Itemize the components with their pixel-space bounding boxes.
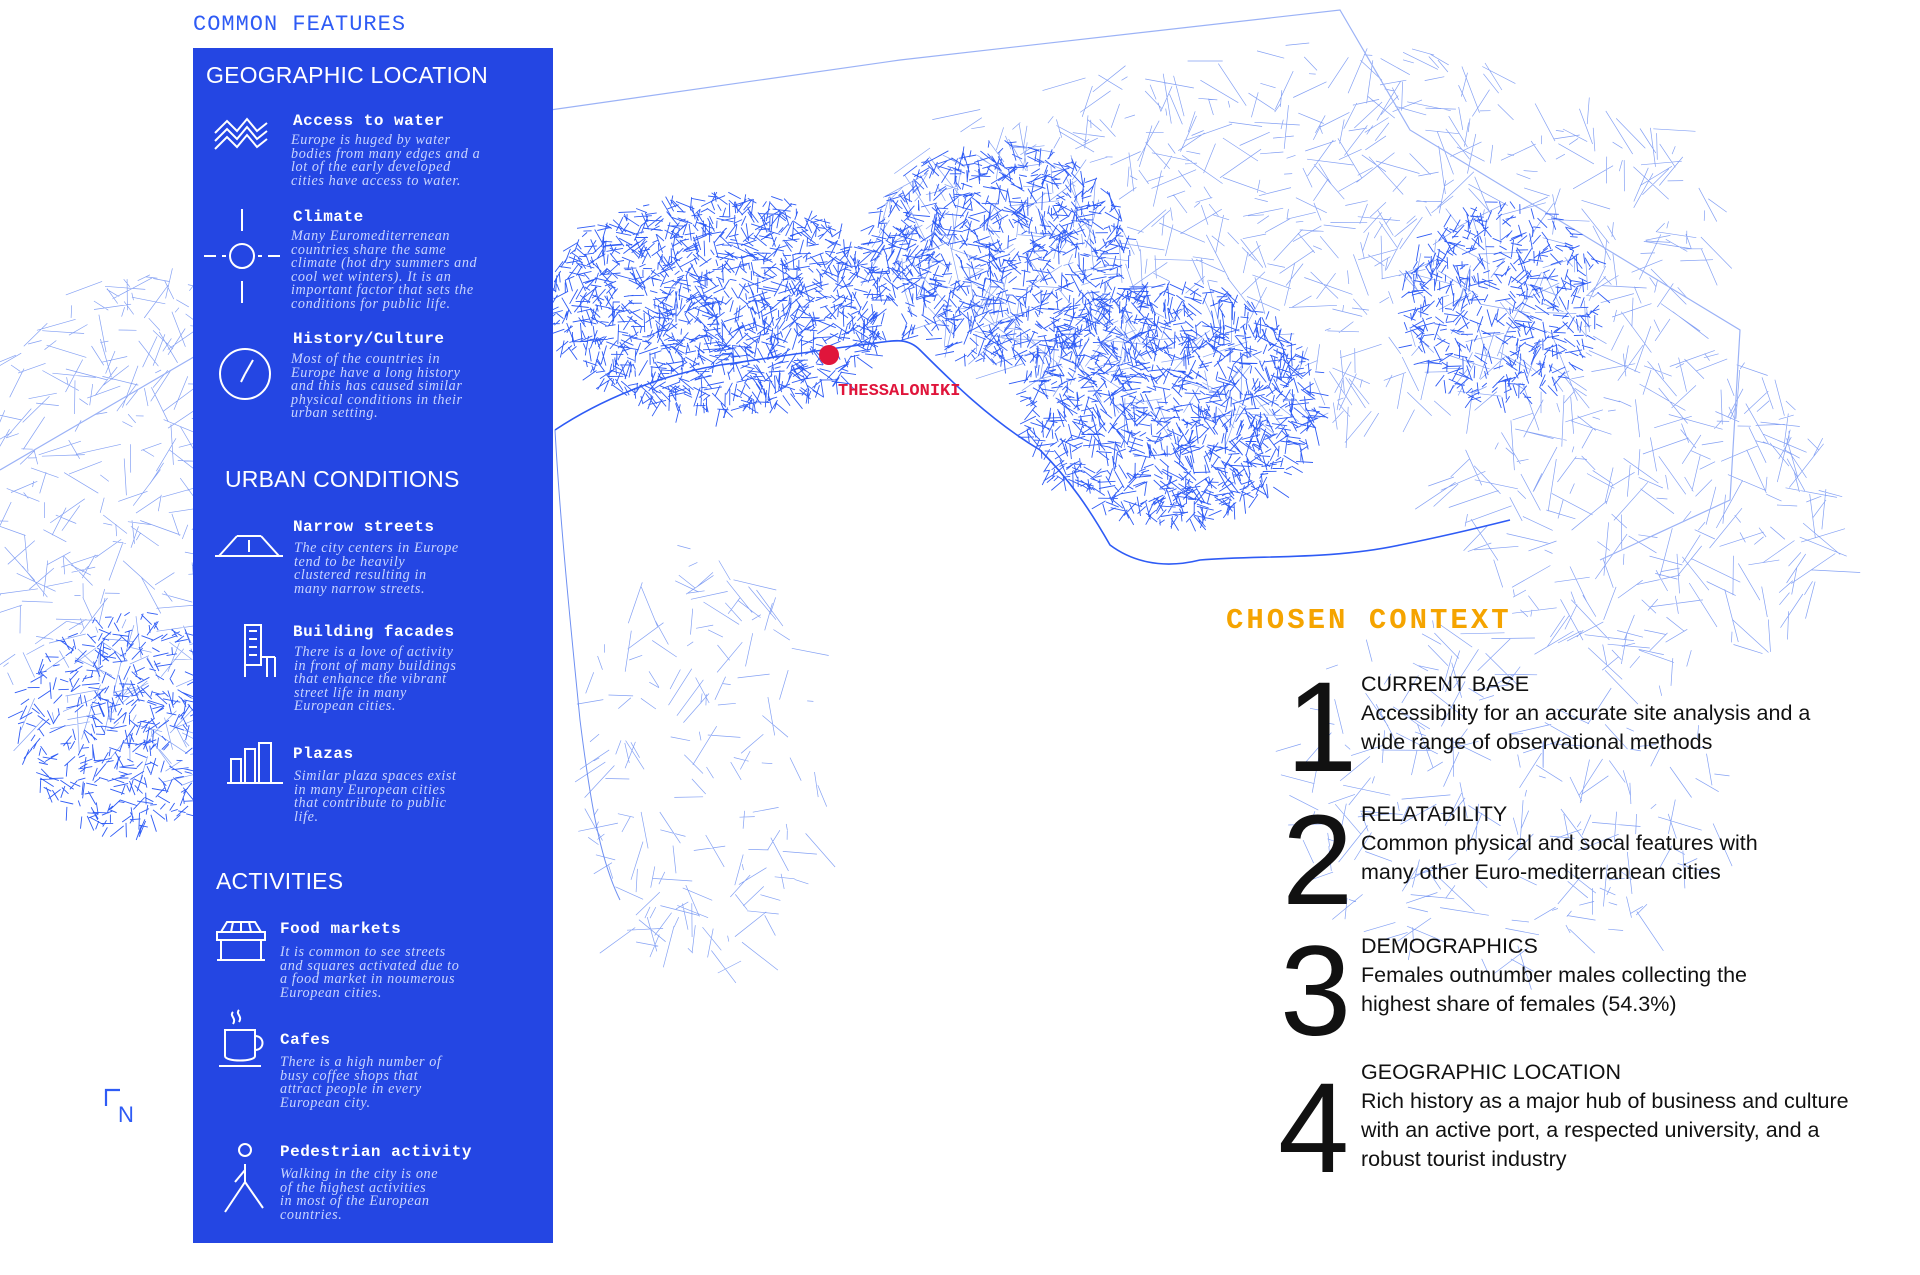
feature-title: Plazas [293, 745, 354, 763]
context-description: Females outnumber males collecting the highest share of females (54.3%) [1361, 963, 1747, 1016]
feature-description: Most of the countries in Europe have a long history and this has caused similar physical conditions in their urban setting. [291, 351, 463, 421]
feature-description: There is a high number of busy coffee shops that attract people in every European city. [280, 1054, 442, 1111]
pedestrian-icon [221, 1142, 267, 1218]
feature-description: Many Euromediterrenean countries share the same climate (hot dry summers and cool wet winters). It is an important factor that sets the conditions for public life. [291, 228, 478, 312]
city-label: THESSALONIKI [838, 382, 961, 401]
feature-title: Food markets [280, 920, 402, 938]
city-location-pin[interactable] [819, 345, 839, 365]
feature-title: History/Culture [293, 330, 445, 348]
context-heading: GEOGRAPHIC LOCATION [1361, 1060, 1622, 1084]
feature-description: The city centers in Europe tend to be heavily clustered resulting in many narrow streets. [294, 540, 459, 597]
sun-climate-icon [202, 205, 282, 307]
feature-title: Cafes [280, 1031, 331, 1049]
feature-description: Walking in the city is one of the highest activities in most of the European countries. [280, 1166, 439, 1223]
clock-history-icon [217, 346, 273, 402]
feature-description: There is a love of activity in front of many buildings that enhance the vibrant street life in many European cities. [294, 644, 457, 714]
feature-title: Access to water [293, 112, 445, 130]
narrow-street-icon [215, 532, 283, 560]
feature-description: It is common to see streets and squares activated due to a food market in noumerous European cities. [280, 944, 460, 1001]
context-description: Rich history as a major hub of business and culture with an active port, a respected university, and a robust tourist industry [1361, 1089, 1849, 1171]
building-facade-icon [239, 623, 279, 679]
context-heading: DEMOGRAPHICS [1361, 934, 1538, 958]
common-features-panel [193, 48, 553, 1243]
feature-title: Climate [293, 208, 364, 226]
coffee-cup-icon [219, 1008, 269, 1070]
market-stall-icon [215, 920, 267, 964]
context-description: Common physical and socal features with many other Euro-mediterranean cities [1361, 831, 1758, 884]
north-arrow-icon [104, 1088, 138, 1133]
chosen-context-title: CHOSEN CONTEXT [1226, 604, 1512, 637]
group-heading-geographic: GEOGRAPHIC LOCATION [206, 62, 488, 88]
feature-description: Europe is huged by water bodies from many edges and a lot of the early developed cities have access to water. [291, 132, 481, 189]
context-number: 4 [1278, 1057, 1350, 1200]
group-heading-urban: URBAN CONDITIONS [225, 466, 460, 492]
context-number: 1 [1286, 656, 1358, 799]
context-number: 2 [1282, 789, 1354, 932]
plaza-buildings-icon [227, 741, 283, 787]
context-number: 3 [1280, 920, 1352, 1063]
coastline [555, 341, 1510, 564]
group-heading-activities: ACTIVITIES [216, 868, 344, 894]
north-label: N [118, 1102, 134, 1127]
context-description: Accessibility for an accurate site analysis and a wide range of observational methods [1361, 701, 1811, 754]
water-waves-icon [213, 115, 269, 157]
context-heading: RELATABILITY [1361, 802, 1508, 826]
feature-description: Similar plaza spaces exist in many European cities that contribute to public life. [294, 768, 457, 825]
feature-title: Narrow streets [293, 518, 435, 536]
section-title: COMMON FEATURES [193, 12, 407, 37]
feature-title: Pedestrian activity [280, 1143, 472, 1161]
context-heading: CURRENT BASE [1361, 672, 1530, 696]
feature-title: Building facades [293, 623, 455, 641]
